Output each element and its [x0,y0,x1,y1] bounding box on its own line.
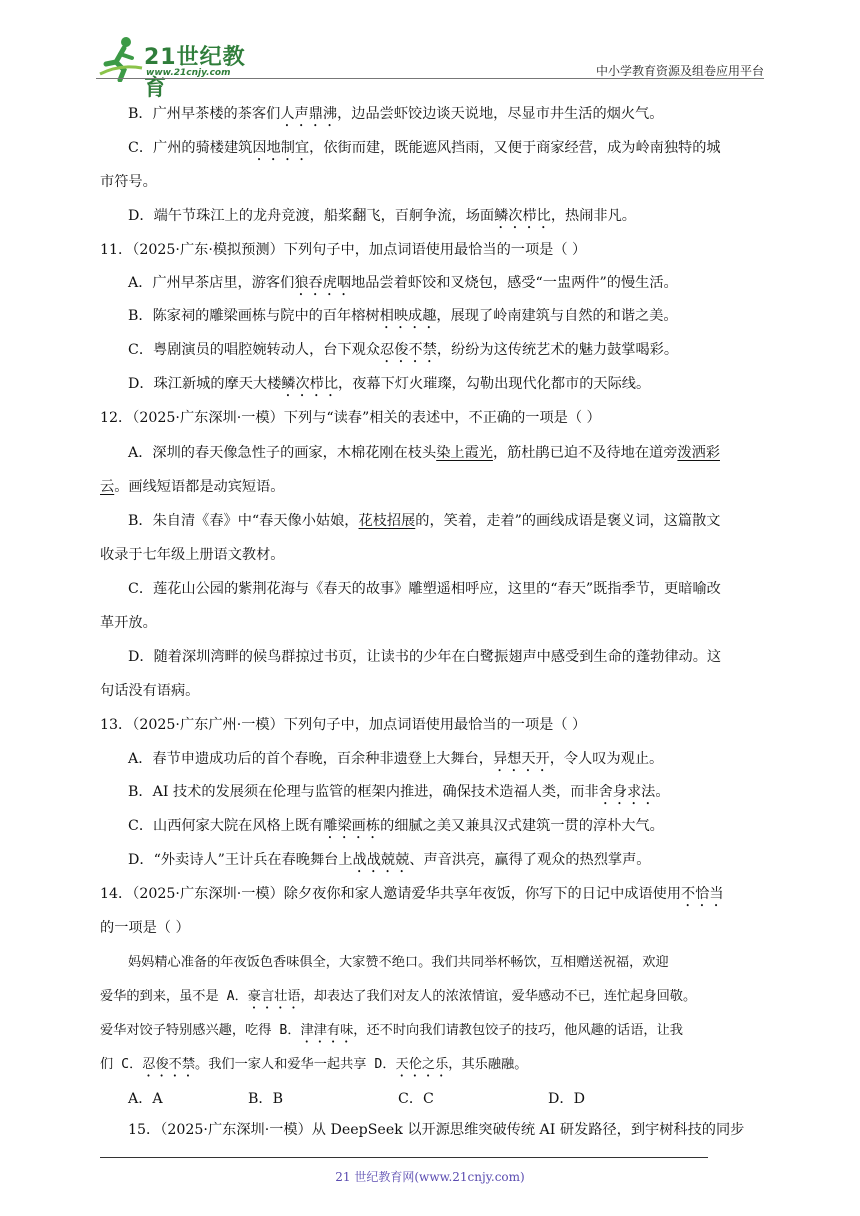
q12-option-b-cont: 收录于七年级上册语文教材。 [100,547,285,563]
q13-option-a: A．春节申遗成功后的首个春晚，百余种非遗登上大舞台，异想天开，令人叹为观止。 [128,751,664,767]
q12-option-c: C．莲花山公园的紫荆花海与《春天的故事》雕塑遥相呼应，这里的“春天”既指季节，更暗喻改 [128,581,721,597]
q11-option-c: C．粤剧演员的唱腔婉转动人，台下观众忍俊不禁，纷纷为这传统艺术的魅力鼓掌喝彩。 [128,342,679,358]
q14-choice-b[interactable]: B．B [248,1091,284,1107]
q10-option-d: D．端午节珠江上的龙舟竞渡，船桨翻飞，百舸争流，场面鳞次栉比，热闹非凡。 [128,208,636,224]
q13-option-d: D．“外卖诗人”王计兵在春晚舞台上战战兢兢、声音洪亮，赢得了观众的热烈掌声。 [128,852,651,868]
q14-diary-line-1: 妈妈精心准备的年夜饭色香味俱全，大家赞不绝口。我们共同举杯畅饮，互相赠送祝福，欢迎 [128,955,669,970]
site-logo[interactable] [96,34,266,101]
q11-option-d: D．珠江新城的摩天大楼鳞次栉比，夜幕下灯火璀璨，勾勒出现代化都市的天际线。 [128,376,651,392]
q14-diary-line-3: 爱华对饺子特别感兴趣，吃得 B．津津有味，还不时向我们请教包饺子的技巧，他风趣的话语，让我 [100,1023,683,1038]
q12-option-a-cont: 云。画线短语都是动宾短语。 [100,479,285,495]
q13-stem: 13．（2025·广东广州·一模）下列句子中，加点词语使用最恰当的一项是（ ） [100,717,587,733]
q10-option-c: C．广州的骑楼建筑因地制宜，依街而建，既能遮风挡雨，又便于商家经营，成为岭南独特的城 [128,140,721,156]
q13-option-b: B．AI 技术的发展须在伦理与监管的框架内推进，确保技术造福人类，而非舍身求法。 [128,784,670,800]
q12-stem: 12．（2025·广东深圳·一模）下列与“读春”相关的表述中，不正确的一项是（ ） [100,410,601,426]
q14-choice-d[interactable]: D．D [548,1091,585,1107]
q12-option-c-cont: 革开放。 [100,615,157,631]
q14-stem-cont: 的一项是（ ） [100,920,190,936]
logo-text: 21世纪教育 [144,45,246,101]
footer-text[interactable]: 21 世纪教育网(www.21cnjy.com) [335,1170,525,1184]
q14-stem: 14．（2025·广东深圳·一模）除夕夜你和家人邀请爱华共享年夜饭，你写下的日记中成语使用不恰当 [100,886,724,902]
q10-option-b: B．广州早茶楼的茶客们人声鼎沸，边品尝虾饺边谈天说地，尽显市井生活的烟火气。 [128,106,664,122]
q14-choice-a[interactable]: A．A [128,1091,163,1107]
q11-option-a: A．广州早茶店里，游客们狼吞虎咽地品尝着虾饺和叉烧包，感受“一盅两件”的慢生活。 [128,275,678,291]
q15-stem: 15．（2025·广东深圳·一模）从 DeepSeek 以开源思维突破传统 AI 研发路径，到宇树科技的同步 [128,1122,745,1138]
header-tagline: 中小学教育资源及组卷应用平台 [595,64,764,78]
header-divider [96,78,764,79]
q14-choice-c[interactable]: C．C [398,1091,434,1107]
runner-icon [96,34,144,82]
q14-diary-line-4: 们 C．忍俊不禁。我们一家人和爱华一起共享 D．天伦之乐，其乐融融。 [100,1057,528,1072]
footer-divider [100,1157,708,1158]
q11-option-b: B．陈家祠的雕梁画栋与院中的百年榕树相映成趣，展现了岭南建筑与自然的和谐之美。 [128,308,678,324]
q10-option-c-cont: 市符号。 [100,174,157,190]
q14-diary-line-2: 爱华的到来，虽不是 A．豪言壮语，却表达了我们对友人的浓浓情谊，爱华感动不已，连忙起身回敬。 [100,989,697,1004]
q12-option-b: B．朱自清《春》中“春天像小姑娘，花枝招展的，笑着，走着”的画线成语是褒义词，这篇散文 [128,513,721,529]
q12-option-d: D．随着深圳湾畔的候鸟群掠过书页，让读书的少年在白鹭振翅声中感受到生命的蓬勃律动。这 [128,649,722,665]
logo-url: www.21cnjy.com [146,68,231,78]
q12-option-d-cont: 句话没有语病。 [100,683,200,699]
q11-stem: 11．（2025·广东·模拟预测）下列句子中，加点词语使用最恰当的一项是（ ） [100,242,587,258]
q13-option-c: C．山西何家大院在风格上既有雕梁画栋的细腻之美又兼具汉式建筑一贯的淳朴大气。 [128,818,664,834]
q12-option-a: A．深圳的春天像急性子的画家，木棉花刚在枝头染上霞光，筋杜鹃已迫不及待地在道旁泼洒彩 [128,445,720,461]
